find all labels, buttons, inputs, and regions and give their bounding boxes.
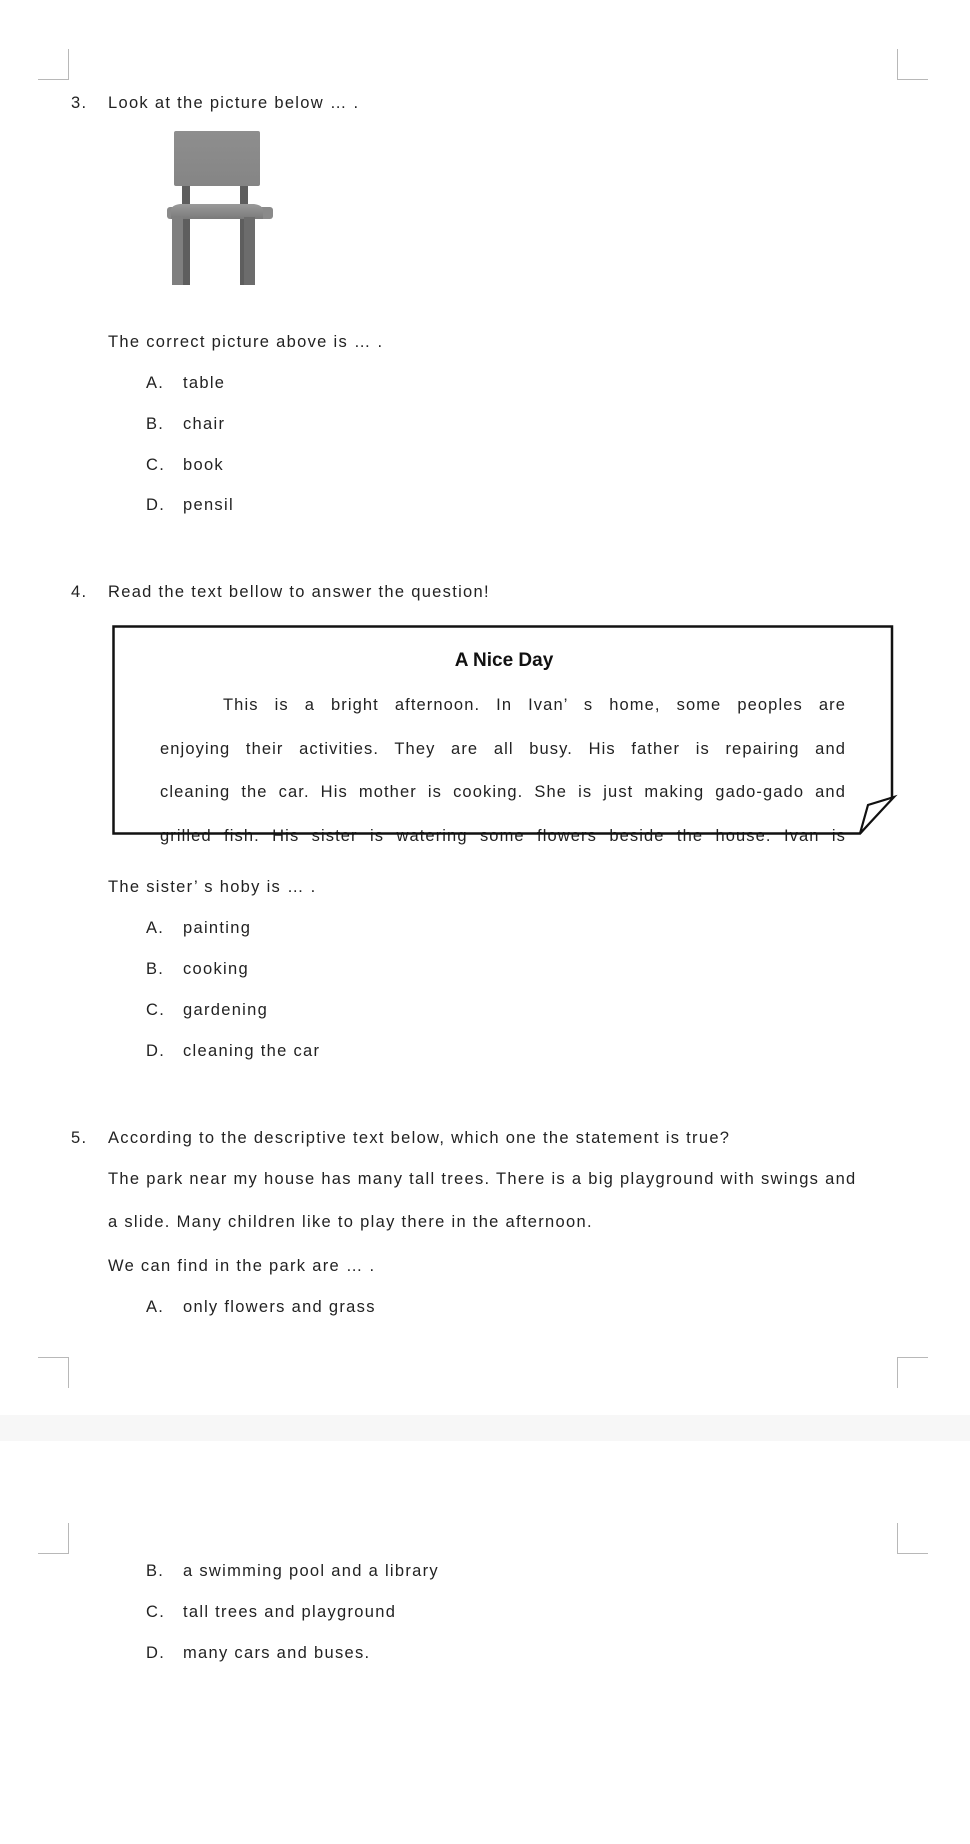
reading-line: enjoying their activities. They are all busy. His father is repairing and <box>160 740 846 758</box>
question-prompt: Read the text bellow to answer the question! <box>108 583 490 601</box>
question-number: 3. <box>71 94 88 112</box>
question-number: 5. <box>71 1129 88 1147</box>
option-text: book <box>183 456 224 474</box>
option-text: pensil <box>183 496 234 514</box>
crop-mark-top-right <box>897 49 928 80</box>
option-text: only flowers and grass <box>183 1298 376 1316</box>
crop-mark-bottom-left <box>38 1357 69 1388</box>
question-subprompt: We can find in the park are … . <box>108 1257 376 1275</box>
option-letter: A. <box>146 374 165 392</box>
crop-mark-top-right <box>897 1523 928 1554</box>
option-text: a swimming pool and a library <box>183 1562 439 1580</box>
option-letter: D. <box>146 496 166 514</box>
option-letter: D. <box>146 1644 166 1662</box>
option-text: many cars and buses. <box>183 1644 371 1662</box>
option-text: table <box>183 374 226 392</box>
option-letter: A. <box>146 919 165 937</box>
reading-line: cleaning the car. His mother is cooking. She is just making gado-gado and <box>160 783 846 801</box>
crop-mark-top-left <box>38 1523 69 1554</box>
reading-line: This is a bright afternoon. In Ivan’ s home, some peoples are <box>223 696 846 714</box>
question-subprompt: The sister’ s hoby is … . <box>108 878 317 896</box>
reading-text-box[interactable] <box>112 625 893 845</box>
option-text: cooking <box>183 960 249 978</box>
chair-icon <box>162 131 272 293</box>
reading-line: grilled fish. His sister is watering some flowers beside the house. Ivan is <box>160 827 846 845</box>
option-text: chair <box>183 415 226 433</box>
option-text: tall trees and playground <box>183 1603 397 1621</box>
option-text: cleaning the car <box>183 1042 321 1060</box>
option-letter: B. <box>146 415 165 433</box>
crop-mark-bottom-right <box>897 1357 928 1388</box>
crop-mark-top-left <box>38 49 69 80</box>
reading-box-frame <box>112 625 893 835</box>
option-text: painting <box>183 919 252 937</box>
passage-line: a slide. Many children like to play there in the afternoon. <box>108 1213 593 1231</box>
option-letter: B. <box>146 960 165 978</box>
question-subprompt: The correct picture above is … . <box>108 333 384 351</box>
option-letter: C. <box>146 1001 166 1019</box>
passage-line: The park near my house has many tall trees. There is a big playground with swings and <box>108 1170 857 1188</box>
option-letter: B. <box>146 1562 165 1580</box>
option-letter: C. <box>146 1603 166 1621</box>
page-separator <box>0 1415 970 1441</box>
document-page-2 <box>0 1441 970 1844</box>
question-prompt: Look at the picture below … . <box>108 94 360 112</box>
option-letter: A. <box>146 1298 165 1316</box>
question-prompt: According to the descriptive text below, which one the statement is true? <box>108 1129 731 1147</box>
option-text: gardening <box>183 1001 269 1019</box>
question-number: 4. <box>71 583 88 601</box>
option-letter: C. <box>146 456 166 474</box>
option-letter: D. <box>146 1042 166 1060</box>
reading-title: A Nice Day <box>454 650 554 671</box>
